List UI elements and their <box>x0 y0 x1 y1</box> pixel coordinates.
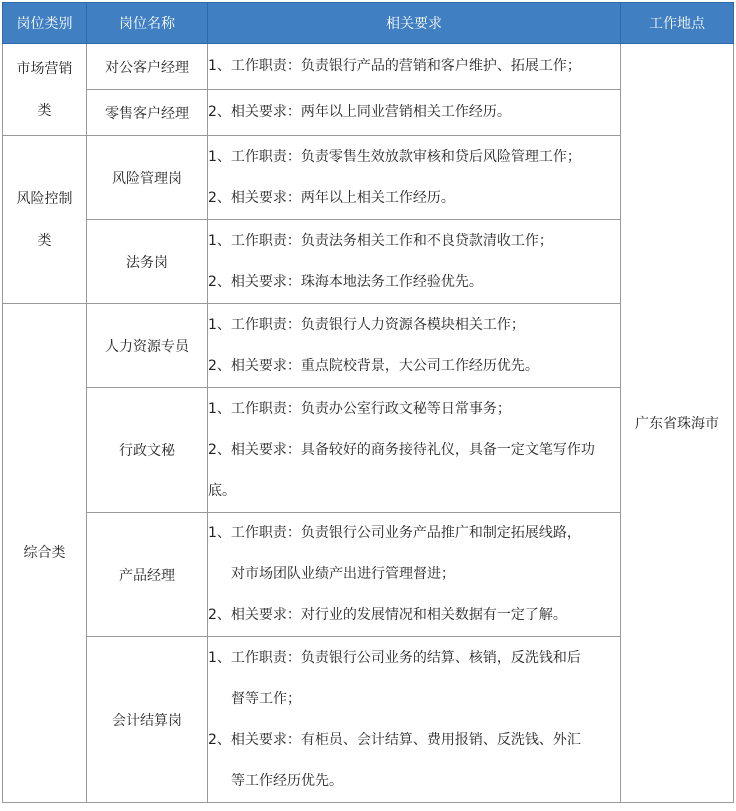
position-name: 法务岗 <box>87 220 208 304</box>
requirements-cell: 1、工作职责：负责零售生效放款审核和贷后风险管理工作； 2、相关要求：两年以上相关工作经历。 <box>208 136 621 220</box>
position-name: 零售客户经理 <box>87 90 208 136</box>
category-marketing: 市场营销 类 <box>3 44 87 136</box>
position-name: 对公客户经理 <box>87 44 208 90</box>
header-position: 岗位名称 <box>87 3 208 44</box>
header-row <box>3 3 734 44</box>
category-general: 综合类 <box>3 304 87 803</box>
position-name: 产品经理 <box>87 513 208 637</box>
location-cell: 广东省珠海市 <box>621 44 734 803</box>
position-name: 会计结算岗 <box>87 637 208 803</box>
table-row <box>3 44 734 90</box>
position-name: 人力资源专员 <box>87 304 208 388</box>
requirements-cell: 1、工作职责：负责银行公司业务的结算、核销，反洗钱和后 督等工作； 2、相关要求：有柜员、会计结算、费用报销、反洗钱、外汇 等工作经历优先。 <box>208 637 621 803</box>
requirements-cell: 1、工作职责：负责银行公司业务产品推广和制定拓展线路， 对市场团队业绩产出进行管理督进； 2、相关要求：对行业的发展情况和相关数据有一定了解。 <box>208 513 621 637</box>
requirements-cell: 1、工作职责：负责银行人力资源各模块相关工作； 2、相关要求：重点院校背景，大公司工作经历优先。 <box>208 304 621 388</box>
header-category: 岗位类别 <box>3 3 87 44</box>
requirements-cell: 1、工作职责：负责办公室行政文秘等日常事务； 2、相关要求：具备较好的商务接待礼仪，具备一定文笔写作功 底。 <box>208 388 621 513</box>
requirements-cell: 1、工作职责：负责银行产品的营销和客户维护、拓展工作； <box>208 44 621 90</box>
header-location: 工作地点 <box>621 3 734 44</box>
requirements-cell: 2、相关要求：两年以上同业营销相关工作经历。 <box>208 90 621 136</box>
header-requirements: 相关要求 <box>208 3 621 44</box>
position-name: 行政文秘 <box>87 388 208 513</box>
category-risk: 风险控制 类 <box>3 136 87 304</box>
job-table <box>2 2 734 803</box>
requirements-cell: 1、工作职责：负责法务相关工作和不良贷款清收工作； 2、相关要求：珠海本地法务工作经验优先。 <box>208 220 621 304</box>
position-name: 风险管理岗 <box>87 136 208 220</box>
